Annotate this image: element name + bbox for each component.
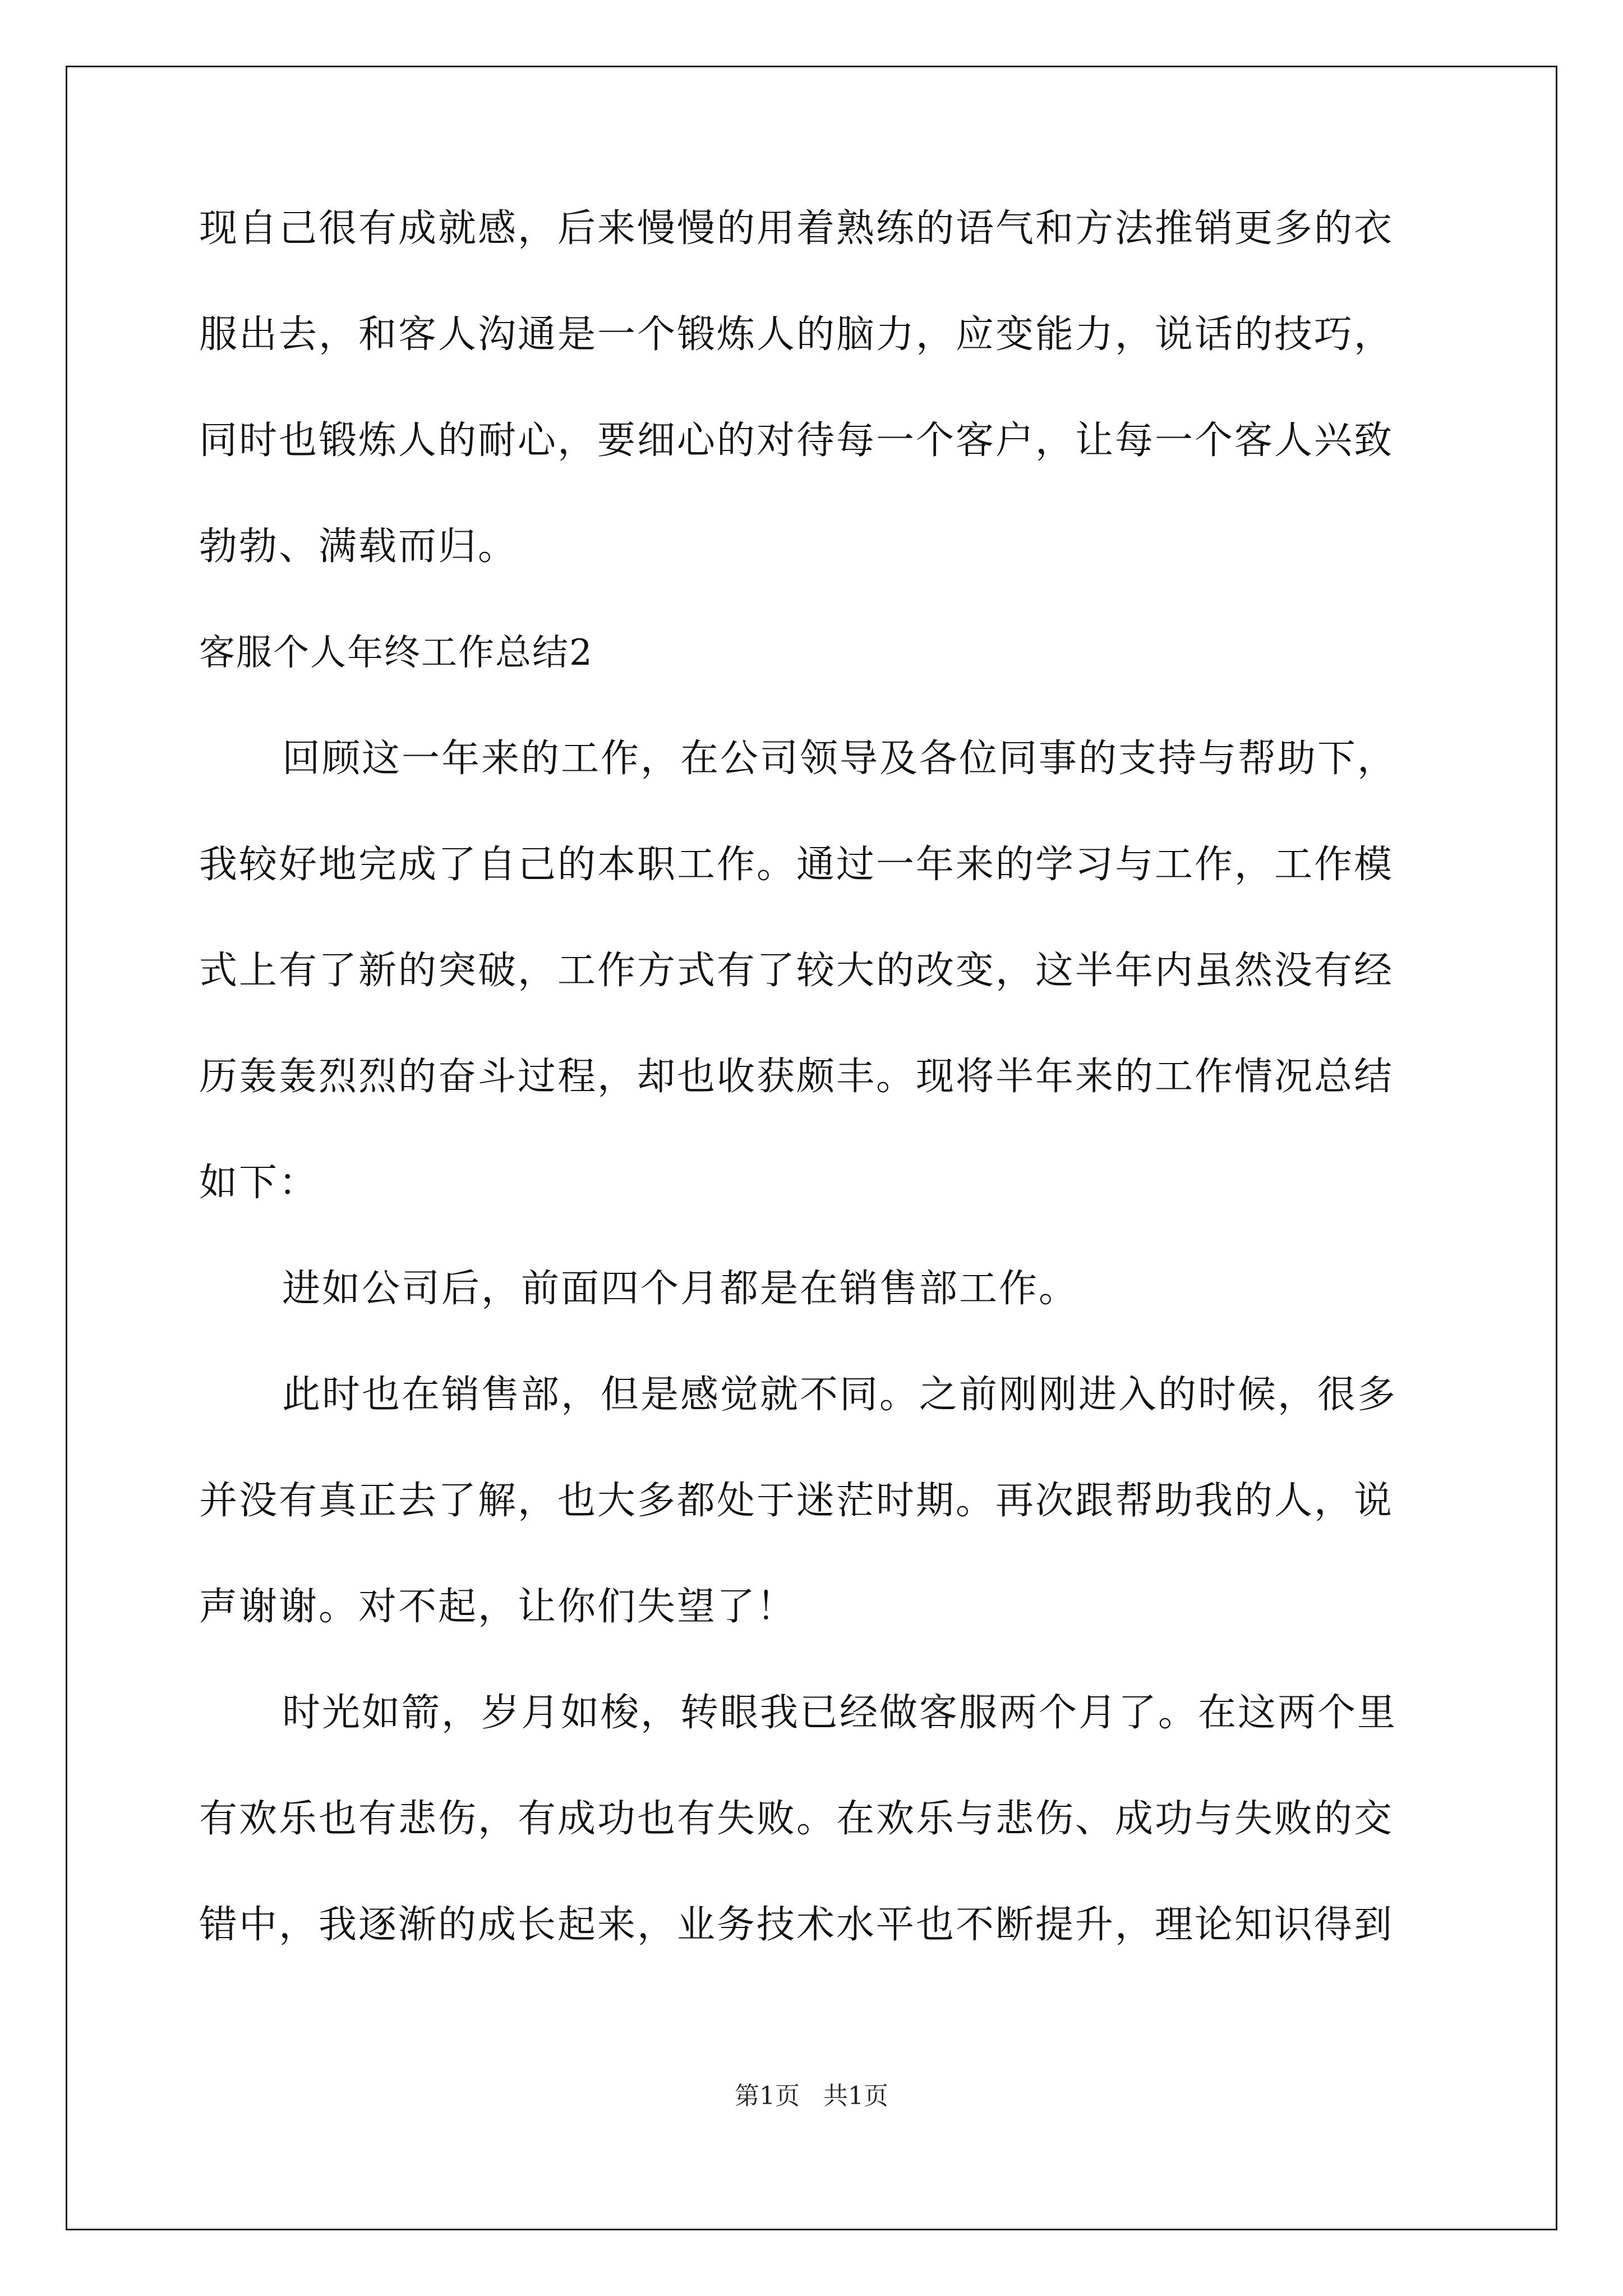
body-line: 并没有真正去了解，也大多都处于迷茫时期。再次跟帮助我的人，说 <box>199 1479 1394 1523</box>
body-line: 进如公司后，前面四个月都是在销售部工作。 <box>282 1267 1079 1311</box>
body-line: 我较好地完成了自己的本职工作。通过一年来的学习与工作，工作模 <box>199 843 1394 887</box>
body-line: 时光如箭，岁月如梭，转眼我已经做客服两个月了。在这两个里 <box>282 1691 1398 1735</box>
body-line: 声谢谢。对不起，让你们失望了！ <box>199 1585 797 1629</box>
body-line: 式上有了新的突破，工作方式有了较大的改变，这半年内虽然没有经 <box>199 949 1394 993</box>
body-line: 错中，我逐渐的成长起来，业务技术水平也不断提升，理论知识得到 <box>199 1903 1394 1947</box>
body-line: 回顾这一年来的工作，在公司领导及各位同事的支持与帮助下， <box>282 737 1398 781</box>
body-line: 如下： <box>199 1161 319 1205</box>
body-line: 服出去，和客人沟通是一个锻炼人的脑力，应变能力，说话的技巧， <box>199 312 1394 357</box>
body-line: 同时也锻炼人的耐心，要细心的对待每一个客户，让每一个客人兴致 <box>199 418 1394 463</box>
document-body <box>199 208 1427 2010</box>
body-line: 现自己很有成就感，后来慢慢的用着熟练的语气和方法推销更多的衣 <box>199 206 1394 251</box>
body-line: 此时也在销售部，但是感觉就不同。之前刚刚进入的时候，很多 <box>282 1373 1398 1417</box>
body-line: 历轰轰烈烈的奋斗过程，却也收获颇丰。现将半年来的工作情况总结 <box>199 1055 1394 1099</box>
body-line: 有欢乐也有悲伤，有成功也有失败。在欢乐与悲伤、成功与失败的交 <box>199 1797 1394 1841</box>
body-line: 勃勃、满载而归。 <box>199 524 518 569</box>
section-heading: 客服个人年终工作总结2 <box>199 632 593 674</box>
page-number-footer: 第1页 共1页 <box>735 2082 888 2110</box>
